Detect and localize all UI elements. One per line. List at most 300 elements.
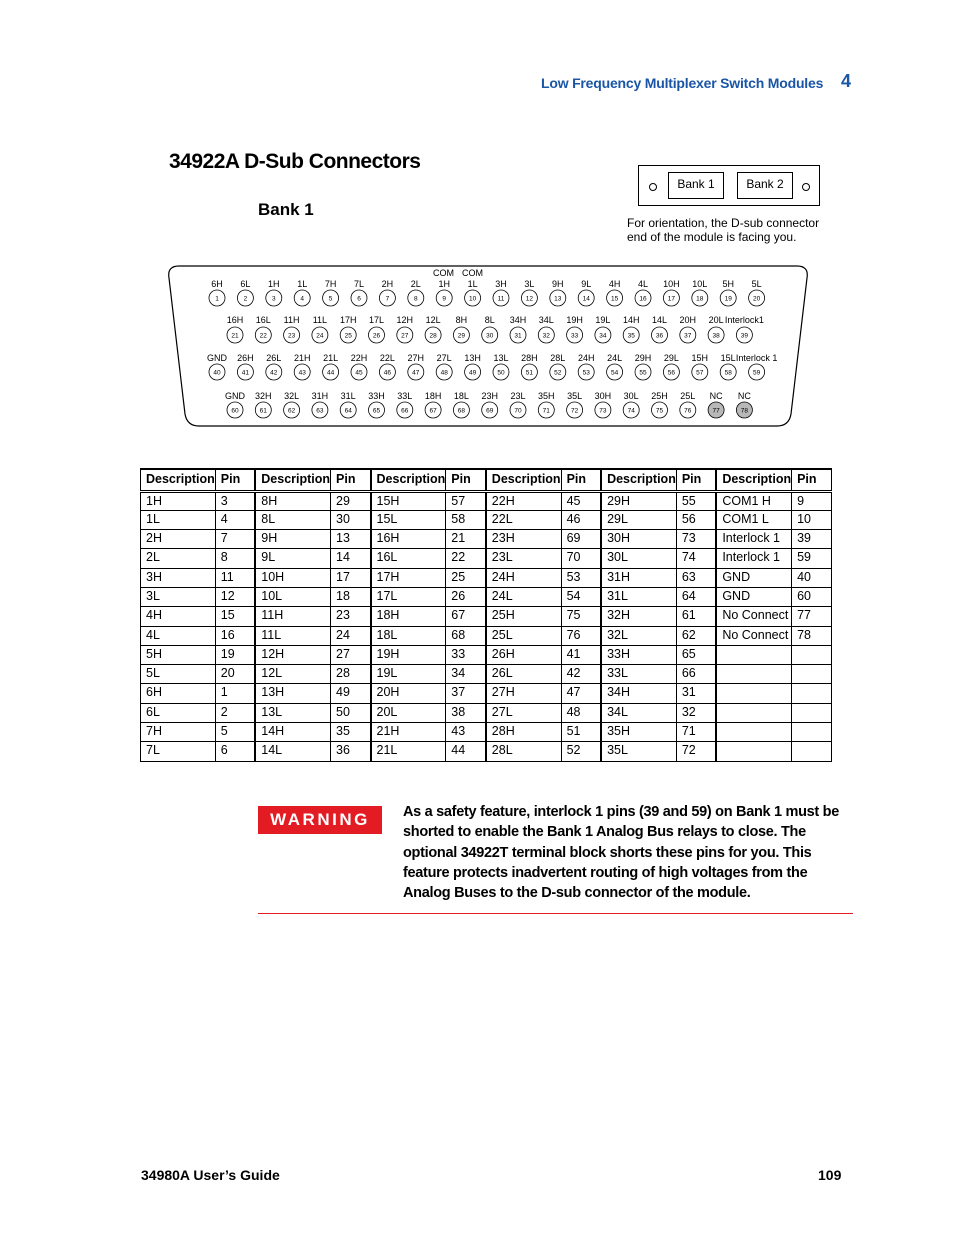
pin-number: 44 bbox=[326, 369, 335, 377]
pin-number: 27 bbox=[401, 332, 409, 340]
pin-label: 7L bbox=[353, 279, 365, 289]
pin-number: 24 bbox=[316, 332, 324, 340]
pin-label: 20H bbox=[679, 315, 697, 325]
pin-number: 14 bbox=[582, 295, 590, 303]
cell-description bbox=[716, 703, 791, 722]
cell-pin: 58 bbox=[446, 510, 486, 529]
pin-number: 18 bbox=[696, 295, 704, 303]
cell-description bbox=[716, 742, 791, 761]
cell-description: 15H bbox=[371, 491, 446, 510]
cell-pin: 14 bbox=[331, 549, 371, 568]
cell-pin: 8 bbox=[215, 549, 255, 568]
cell-pin: 42 bbox=[561, 665, 601, 684]
cell-description: 3L bbox=[141, 587, 216, 606]
pin-number: 51 bbox=[525, 369, 534, 377]
pin-label: 3H bbox=[495, 279, 507, 289]
pin-number: 54 bbox=[610, 369, 619, 377]
cell-pin: 78 bbox=[792, 626, 832, 645]
pin-label: 28H bbox=[521, 353, 538, 363]
pin-label: 22H bbox=[350, 353, 368, 363]
cell-description bbox=[716, 684, 791, 703]
pin-label: 22L bbox=[379, 353, 395, 363]
pin-label: 4L bbox=[637, 279, 649, 289]
pin-label: 10L bbox=[692, 279, 708, 289]
pin-number: 34 bbox=[599, 332, 607, 340]
cell-description: 35L bbox=[601, 742, 676, 761]
mount-hole-left bbox=[650, 184, 657, 191]
cell-pin: 24 bbox=[331, 626, 371, 645]
pin-number: 5 bbox=[328, 295, 333, 303]
cell-description: Interlock 1 bbox=[716, 549, 791, 568]
pin-label: 29L bbox=[663, 353, 679, 363]
cell-pin: 60 bbox=[792, 587, 832, 606]
pin-label: 13H bbox=[464, 353, 481, 363]
pin-label: 8L bbox=[484, 315, 495, 325]
pin-number: 65 bbox=[372, 407, 381, 415]
pin-number: 53 bbox=[582, 369, 590, 377]
pin-label: 7H bbox=[324, 279, 337, 289]
pin-number: 10 bbox=[468, 295, 477, 303]
cell-pin: 59 bbox=[792, 549, 832, 568]
table-body bbox=[141, 491, 832, 761]
cell-description: 22L bbox=[486, 510, 561, 529]
pin-label: 6H bbox=[211, 279, 223, 289]
pin-label: 3L bbox=[524, 279, 535, 289]
section-title: 34922A D-Sub Connectors bbox=[169, 150, 421, 173]
pin-label: 35L bbox=[567, 391, 583, 401]
bank2-box: Bank 2 bbox=[737, 172, 793, 199]
cell-pin: 71 bbox=[676, 723, 716, 742]
pin-label: 1L bbox=[467, 279, 478, 289]
cell-description: 1L bbox=[141, 510, 216, 529]
running-header-title: Low Frequency Multiplexer Switch Modules bbox=[541, 75, 824, 91]
cell-pin: 34 bbox=[446, 665, 486, 684]
cell-description: 29L bbox=[601, 510, 676, 529]
cell-description: 5L bbox=[141, 665, 216, 684]
pin-label: 15H bbox=[691, 353, 709, 363]
pin-number: 59 bbox=[752, 369, 761, 377]
pin-label: 24H bbox=[577, 353, 595, 363]
pin-number: 7 bbox=[385, 295, 390, 303]
cell-description: 2L bbox=[141, 549, 216, 568]
warning-text: As a safety feature, interlock 1 pins (39 and 59) on Bank 1 must be shorted to enable the Bank 1 Analog Bus relays to close. The optional 34922T terminal block shorts these pins for you. This feature protects inadvertent routing of high voltages from the Analog Buses to the D-sub connector of the module. bbox=[403, 804, 839, 902]
cell-description: No Connect bbox=[716, 626, 791, 645]
pin-number: 31 bbox=[514, 332, 522, 340]
pin-number: 69 bbox=[486, 407, 494, 415]
table-row bbox=[141, 587, 832, 606]
cell-pin: 25 bbox=[446, 568, 486, 587]
cell-description: 6L bbox=[141, 703, 216, 722]
pin-number: 70 bbox=[514, 407, 522, 415]
cell-description: 20H bbox=[371, 684, 446, 703]
cell-description: 11H bbox=[255, 607, 330, 626]
pin-number: 17 bbox=[667, 295, 676, 303]
cell-description: 26H bbox=[486, 645, 561, 664]
pin-label: 14H bbox=[622, 315, 640, 325]
cell-description: 5H bbox=[141, 645, 216, 664]
cell-description: 28H bbox=[486, 723, 561, 742]
cell-pin: 69 bbox=[561, 530, 601, 549]
pin-label: 33L bbox=[397, 391, 413, 401]
pin-label: 35H bbox=[538, 391, 555, 401]
pin-number: 46 bbox=[383, 369, 392, 377]
cell-description: 3H bbox=[141, 568, 216, 587]
pin-label: 16H bbox=[226, 315, 244, 325]
cell-description: 14H bbox=[255, 723, 330, 742]
header-description: Description bbox=[601, 469, 676, 491]
cell-description: 11L bbox=[255, 626, 330, 645]
cell-pin: 73 bbox=[676, 530, 716, 549]
cell-pin: 46 bbox=[561, 510, 601, 529]
pin-label: 12L bbox=[425, 315, 441, 325]
cell-pin: 4 bbox=[215, 510, 255, 529]
pin-label: 27L bbox=[436, 353, 452, 363]
cell-description: 33L bbox=[601, 665, 676, 684]
com-label: COM bbox=[433, 268, 454, 278]
cell-description: 30L bbox=[601, 549, 676, 568]
pin-label: NC bbox=[737, 391, 751, 401]
cell-description: 15L bbox=[371, 510, 446, 529]
pin-label: 1L bbox=[297, 279, 308, 289]
cell-description: 31H bbox=[601, 568, 676, 587]
pin-number: 61 bbox=[259, 407, 267, 415]
pin-number: 66 bbox=[401, 407, 409, 415]
cell-pin: 33 bbox=[446, 645, 486, 664]
cell-pin: 3 bbox=[215, 491, 255, 510]
pin-number: 25 bbox=[344, 332, 352, 340]
orientation-note: For orientation, the D-sub connector end of the module is facing you. bbox=[627, 216, 820, 244]
cell-description: 8L bbox=[255, 510, 330, 529]
cell-pin: 35 bbox=[331, 723, 371, 742]
pin-number: 9 bbox=[442, 295, 447, 303]
cell-pin bbox=[792, 703, 832, 722]
cell-description: 17L bbox=[371, 587, 446, 606]
cell-pin: 65 bbox=[676, 645, 716, 664]
pin-label: 17L bbox=[368, 315, 385, 325]
cell-pin: 56 bbox=[676, 510, 716, 529]
pin-label: 5H bbox=[722, 279, 734, 289]
pin-number: 32 bbox=[542, 332, 550, 340]
header-description: Description bbox=[371, 469, 446, 491]
cell-pin: 61 bbox=[676, 607, 716, 626]
pin-number: 23 bbox=[287, 332, 296, 340]
pin-number: 72 bbox=[570, 407, 579, 415]
pin-label: 18L bbox=[453, 391, 469, 401]
pin-number: 2 bbox=[243, 295, 248, 303]
pin-label: Interlock 1 bbox=[735, 353, 778, 363]
cell-pin: 29 bbox=[331, 491, 371, 510]
pin-label: 16L bbox=[255, 315, 271, 325]
cell-pin: 28 bbox=[331, 665, 371, 684]
warning-rule bbox=[258, 913, 853, 914]
pin-label: 29H bbox=[634, 353, 652, 363]
pin-label: 12H bbox=[396, 315, 414, 325]
cell-pin: 2 bbox=[215, 703, 255, 722]
pin-label: 34H bbox=[509, 315, 527, 325]
pin-number: 77 bbox=[712, 407, 720, 415]
cell-pin: 63 bbox=[676, 568, 716, 587]
pin-number: 3 bbox=[271, 295, 276, 303]
pin-label: 9L bbox=[581, 279, 592, 289]
pin-label: 32L bbox=[284, 391, 300, 401]
pin-number: 8 bbox=[413, 295, 418, 303]
pin-label: 11H bbox=[283, 315, 300, 325]
cell-description: 27H bbox=[486, 684, 561, 703]
cell-description: 21L bbox=[371, 742, 446, 761]
pin-number: 63 bbox=[316, 407, 324, 415]
pin-number: 47 bbox=[412, 369, 420, 377]
pin-number: 76 bbox=[684, 407, 692, 415]
cell-description: GND bbox=[716, 568, 791, 587]
cell-pin: 5 bbox=[215, 723, 255, 742]
pin-number: 52 bbox=[554, 369, 562, 377]
cell-pin: 21 bbox=[446, 530, 486, 549]
pin-number: 26 bbox=[372, 332, 381, 340]
pin-label: 31L bbox=[340, 391, 356, 401]
pin-label: 4H bbox=[608, 279, 621, 289]
cell-pin: 6 bbox=[215, 742, 255, 761]
pin-label: 26L bbox=[266, 353, 282, 363]
pin-label: 20L bbox=[708, 315, 724, 325]
cell-pin bbox=[792, 665, 832, 684]
cell-description: 33H bbox=[601, 645, 676, 664]
pin-label: 21L bbox=[323, 353, 339, 363]
pin-label: 21H bbox=[293, 353, 311, 363]
cell-pin: 18 bbox=[331, 587, 371, 606]
cell-pin: 26 bbox=[446, 587, 486, 606]
cell-pin: 15 bbox=[215, 607, 255, 626]
pin-label: 24L bbox=[607, 353, 623, 363]
table-row bbox=[141, 684, 832, 703]
cell-pin: 9 bbox=[792, 491, 832, 510]
cell-description: 18L bbox=[371, 626, 446, 645]
table-row bbox=[141, 568, 832, 587]
pin-label: 8H bbox=[455, 315, 468, 325]
cell-description: 9H bbox=[255, 530, 330, 549]
table-row bbox=[141, 530, 832, 549]
cell-pin: 75 bbox=[561, 607, 601, 626]
cell-pin: 32 bbox=[676, 703, 716, 722]
pin-label: 2L bbox=[410, 279, 421, 289]
cell-pin: 31 bbox=[676, 684, 716, 703]
pin-label: 33H bbox=[368, 391, 385, 401]
cell-pin: 19 bbox=[215, 645, 255, 664]
pin-number: 16 bbox=[639, 295, 647, 303]
pin-label: 6L bbox=[240, 279, 251, 289]
mount-holes bbox=[639, 166, 821, 207]
pin-number: 40 bbox=[213, 369, 221, 377]
pin-label: GND bbox=[225, 391, 245, 401]
cell-description: Interlock 1 bbox=[716, 530, 791, 549]
cell-pin: 77 bbox=[792, 607, 832, 626]
cell-pin: 12 bbox=[215, 587, 255, 606]
cell-pin: 7 bbox=[215, 530, 255, 549]
cell-description: 32H bbox=[601, 607, 676, 626]
header-pin: Pin bbox=[792, 469, 832, 491]
cell-pin: 20 bbox=[215, 665, 255, 684]
cell-pin: 43 bbox=[446, 723, 486, 742]
pin-number: 4 bbox=[300, 295, 305, 303]
header-pin: Pin bbox=[561, 469, 601, 491]
pin-number: 30 bbox=[486, 332, 494, 340]
cell-description: 12L bbox=[255, 665, 330, 684]
pin-number: 11 bbox=[497, 295, 505, 303]
pin-number: 68 bbox=[457, 407, 466, 415]
cell-pin bbox=[792, 645, 832, 664]
pin-label: 25H bbox=[651, 391, 668, 401]
pin-number: 41 bbox=[241, 369, 250, 377]
cell-description: 27L bbox=[486, 703, 561, 722]
table-row bbox=[141, 742, 832, 761]
cell-pin: 64 bbox=[676, 587, 716, 606]
com-label: COM bbox=[462, 268, 483, 278]
cell-description: 30H bbox=[601, 530, 676, 549]
pin-number: 19 bbox=[724, 295, 732, 303]
pin-number: 55 bbox=[639, 369, 647, 377]
cell-description: 32L bbox=[601, 626, 676, 645]
pin-rows bbox=[207, 279, 777, 418]
table-row bbox=[141, 491, 832, 510]
cell-pin: 51 bbox=[561, 723, 601, 742]
cell-pin: 68 bbox=[446, 626, 486, 645]
header-description: Description bbox=[141, 469, 216, 491]
cell-pin: 13 bbox=[331, 530, 371, 549]
table-row bbox=[141, 626, 832, 645]
pin-label: 26H bbox=[237, 353, 254, 363]
cell-pin: 54 bbox=[561, 587, 601, 606]
bank1-box: Bank 1 bbox=[668, 172, 724, 199]
cell-description: 25H bbox=[486, 607, 561, 626]
cell-description: 10L bbox=[255, 587, 330, 606]
cell-description: GND bbox=[716, 587, 791, 606]
table-row bbox=[141, 645, 832, 664]
cell-description: 18H bbox=[371, 607, 446, 626]
pin-number: 67 bbox=[429, 407, 437, 415]
cell-description: 4L bbox=[141, 626, 216, 645]
pin-number: 73 bbox=[599, 407, 607, 415]
chapter-number: 4 bbox=[841, 71, 852, 91]
cell-pin: 57 bbox=[446, 491, 486, 510]
table-header-row bbox=[141, 469, 832, 491]
table-row bbox=[141, 723, 832, 742]
pin-number: 50 bbox=[497, 369, 505, 377]
cell-description: 14L bbox=[255, 742, 330, 761]
pin-number: 12 bbox=[525, 295, 534, 303]
cell-pin: 1 bbox=[215, 684, 255, 703]
cell-pin: 66 bbox=[676, 665, 716, 684]
cell-pin: 27 bbox=[331, 645, 371, 664]
header-pin: Pin bbox=[676, 469, 716, 491]
pin-label: 19H bbox=[566, 315, 583, 325]
pin-number: 39 bbox=[740, 332, 749, 340]
cell-description: 7L bbox=[141, 742, 216, 761]
pin-number: 42 bbox=[270, 369, 278, 377]
pin-label: 23H bbox=[481, 391, 498, 401]
cell-pin: 23 bbox=[331, 607, 371, 626]
cell-pin: 49 bbox=[331, 684, 371, 703]
cell-description: COM1 L bbox=[716, 510, 791, 529]
pin-label: 1H bbox=[438, 279, 450, 289]
cell-description: 23H bbox=[486, 530, 561, 549]
cell-pin: 55 bbox=[676, 491, 716, 510]
table-row bbox=[141, 549, 832, 568]
pin-number: 36 bbox=[655, 332, 664, 340]
cell-pin: 48 bbox=[561, 703, 601, 722]
cell-pin: 22 bbox=[446, 549, 486, 568]
dsub-connector-diagram bbox=[165, 262, 815, 430]
pin-label: 30H bbox=[594, 391, 612, 401]
cell-description: 10H bbox=[255, 568, 330, 587]
pin-number: 21 bbox=[231, 332, 239, 340]
pin-number: 58 bbox=[724, 369, 732, 377]
cell-pin: 41 bbox=[561, 645, 601, 664]
cell-description: 19L bbox=[371, 665, 446, 684]
cell-description: COM1 H bbox=[716, 491, 791, 510]
pin-number: 35 bbox=[627, 332, 635, 340]
cell-description: 34H bbox=[601, 684, 676, 703]
table-row bbox=[141, 607, 832, 626]
pin-number: 75 bbox=[655, 407, 664, 415]
pin-number: 64 bbox=[344, 407, 352, 415]
cell-description: 22H bbox=[486, 491, 561, 510]
cell-pin: 76 bbox=[561, 626, 601, 645]
cell-description: 4H bbox=[141, 607, 216, 626]
cell-description: 8H bbox=[255, 491, 330, 510]
pin-label: NC bbox=[709, 391, 723, 401]
pin-label: 1H bbox=[268, 279, 280, 289]
pin-number: 78 bbox=[740, 407, 749, 415]
pin-label: 9H bbox=[552, 279, 564, 289]
cell-description: 24H bbox=[486, 568, 561, 587]
pin-label: GND bbox=[207, 353, 227, 363]
pin-number: 29 bbox=[457, 332, 466, 340]
pin-number: 38 bbox=[712, 332, 720, 340]
cell-description: 23L bbox=[486, 549, 561, 568]
pin-label: 34L bbox=[538, 315, 554, 325]
cell-description: 21H bbox=[371, 723, 446, 742]
pin-number: 62 bbox=[287, 407, 296, 415]
header-description: Description bbox=[716, 469, 791, 491]
cell-description bbox=[716, 665, 791, 684]
pin-label: 23L bbox=[510, 391, 526, 401]
pin-label: 13L bbox=[493, 353, 509, 363]
pin-label: 11L bbox=[312, 315, 328, 325]
bank-heading: Bank 1 bbox=[258, 200, 314, 219]
pin-label: 17H bbox=[339, 315, 357, 325]
cell-description: 16L bbox=[371, 549, 446, 568]
cell-description: 13L bbox=[255, 703, 330, 722]
cell-pin: 47 bbox=[561, 684, 601, 703]
cell-pin: 74 bbox=[676, 549, 716, 568]
cell-pin: 72 bbox=[676, 742, 716, 761]
pin-number: 37 bbox=[684, 332, 692, 340]
cell-pin: 36 bbox=[331, 742, 371, 761]
pin-number: 60 bbox=[231, 407, 239, 415]
pin-label: Interlock1 bbox=[724, 315, 764, 325]
cell-pin: 39 bbox=[792, 530, 832, 549]
cell-description: 17H bbox=[371, 568, 446, 587]
cell-description: 34L bbox=[601, 703, 676, 722]
pin-number: 22 bbox=[259, 332, 267, 340]
pin-label: 10H bbox=[663, 279, 680, 289]
cell-description: 24L bbox=[486, 587, 561, 606]
cell-description: 28L bbox=[486, 742, 561, 761]
pin-number: 6 bbox=[357, 295, 361, 303]
table-row bbox=[141, 703, 832, 722]
pin-number: 1 bbox=[215, 295, 219, 303]
header-pin: Pin bbox=[215, 469, 255, 491]
warning-label: WARNING bbox=[258, 806, 382, 834]
